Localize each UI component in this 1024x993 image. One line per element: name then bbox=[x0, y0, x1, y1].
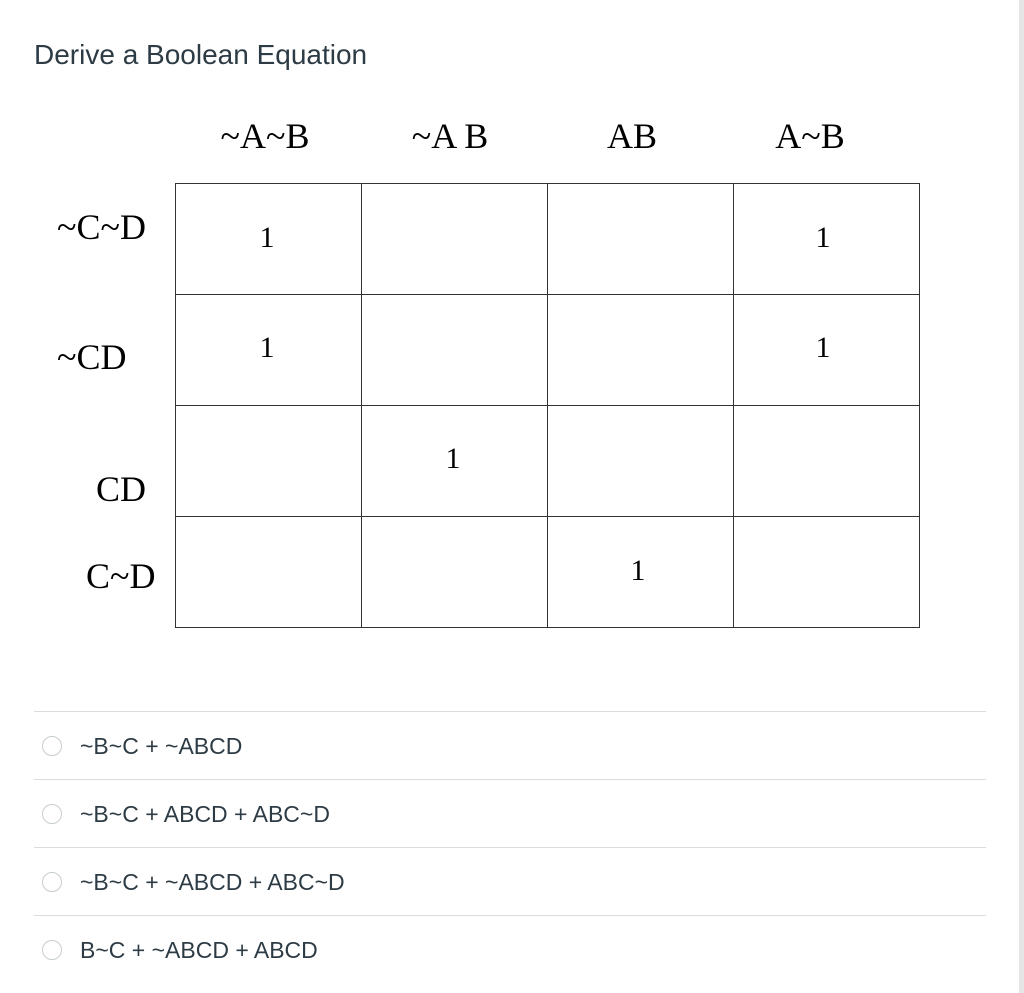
kmap-column-header: ~A~B bbox=[220, 116, 310, 156]
kmap-cell bbox=[176, 517, 362, 628]
kmap-grid bbox=[175, 183, 920, 628]
answer-label[interactable]: B~C + ~ABCD + ABCD bbox=[80, 936, 318, 963]
kmap-row-header: ~C~D bbox=[57, 207, 146, 247]
kmap-cell bbox=[362, 295, 548, 406]
kmap-row bbox=[176, 517, 920, 628]
radio-button[interactable] bbox=[42, 736, 62, 756]
kmap-cell-value: 1 bbox=[815, 221, 831, 254]
kmap-cell-value: 1 bbox=[630, 554, 646, 587]
radio-button[interactable] bbox=[42, 872, 62, 892]
kmap-column-header: AB bbox=[606, 116, 658, 156]
kmap-cell-value: 1 bbox=[259, 221, 275, 254]
kmap-cell bbox=[362, 517, 548, 628]
answer-option[interactable] bbox=[34, 711, 986, 779]
kmap-cell bbox=[548, 295, 734, 406]
answer-list bbox=[34, 711, 986, 983]
kmap-column-header: ~A B bbox=[411, 116, 489, 156]
kmap-row bbox=[176, 406, 920, 517]
kmap-cell bbox=[176, 406, 362, 517]
kmap-cell bbox=[734, 406, 920, 517]
kmap-cell bbox=[362, 184, 548, 295]
kmap-row-header: CD bbox=[96, 469, 147, 509]
radio-button[interactable] bbox=[42, 804, 62, 824]
kmap-cell-value: 1 bbox=[445, 442, 461, 475]
kmap-row-header: ~CD bbox=[57, 337, 127, 377]
answer-option[interactable] bbox=[34, 915, 986, 983]
kmap-row bbox=[176, 295, 920, 406]
kmap-cell-value: 1 bbox=[259, 331, 275, 364]
kmap-cell-value: 1 bbox=[815, 331, 831, 364]
radio-button[interactable] bbox=[42, 940, 62, 960]
question-title: Derive a Boolean Equation bbox=[34, 39, 368, 70]
answer-label[interactable]: ~B~C + ABCD + ABC~D bbox=[80, 800, 330, 827]
kmap-column-header: A~B bbox=[775, 116, 845, 156]
kmap-row bbox=[176, 184, 920, 295]
answer-label[interactable]: ~B~C + ~ABCD bbox=[80, 732, 243, 759]
answer-label[interactable]: ~B~C + ~ABCD + ABC~D bbox=[80, 868, 345, 895]
answer-option[interactable] bbox=[34, 847, 986, 915]
answer-option[interactable] bbox=[34, 779, 986, 847]
kmap-row-header: C~D bbox=[86, 556, 156, 596]
kmap-cell bbox=[548, 184, 734, 295]
kmap-cell bbox=[734, 517, 920, 628]
kmap-cell bbox=[548, 406, 734, 517]
